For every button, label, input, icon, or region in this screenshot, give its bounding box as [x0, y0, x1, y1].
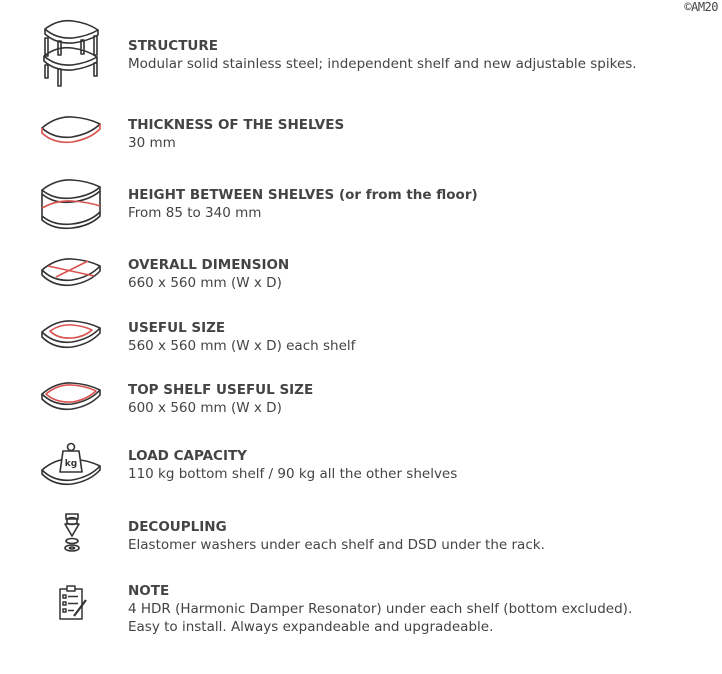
feature-title: USEFUL SIZE: [128, 320, 226, 336]
feature-description: 660 x 560 mm (W x D): [128, 275, 282, 291]
stacked-shelves-icon: [36, 18, 108, 90]
feature-description: From 85 to 340 mm: [128, 205, 262, 221]
overall-dimension-icon: [36, 254, 108, 296]
feature-title: LOAD CAPACITY: [128, 448, 247, 464]
feature-title: TOP SHELF USEFUL SIZE: [128, 382, 314, 398]
feature-description: Elastomer washers under each shelf and DSD under the rack.: [128, 537, 545, 553]
feature-title: THICKNESS OF THE SHELVES: [128, 117, 345, 133]
kg-label: kg: [64, 459, 78, 469]
copyright-watermark: ©AM20: [684, 0, 718, 14]
weight-kg-icon: [36, 440, 108, 490]
feature-description: Modular solid stainless steel; independent shelf and new adjustable spikes.: [128, 56, 637, 72]
useful-size-icon: [36, 316, 108, 358]
checklist-note-icon: [36, 580, 108, 626]
decoupling-spike-icon: [36, 510, 108, 560]
feature-description: 110 kg bottom shelf / 90 kg all the other shelves: [128, 466, 458, 482]
feature-description: 600 x 560 mm (W x D): [128, 400, 282, 416]
feature-description: 30 mm: [128, 135, 176, 151]
feature-description: 4 HDR (Harmonic Damper Resonator) under each shelf (bottom excluded).: [128, 601, 633, 617]
feature-description: Easy to install. Always expandeable and upgradeable.: [128, 619, 494, 635]
feature-title: STRUCTURE: [128, 38, 218, 54]
shelf-thickness-icon: [36, 112, 108, 152]
feature-title: HEIGHT BETWEEN SHELVES (or from the floor): [128, 187, 478, 203]
feature-title: DECOUPLING: [128, 519, 227, 535]
shelf-height-icon: [36, 176, 108, 232]
feature-description: 560 x 560 mm (W x D) each shelf: [128, 338, 356, 354]
top-shelf-size-icon: [36, 378, 108, 420]
feature-title: OVERALL DIMENSION: [128, 257, 290, 273]
feature-title: NOTE: [128, 583, 170, 599]
